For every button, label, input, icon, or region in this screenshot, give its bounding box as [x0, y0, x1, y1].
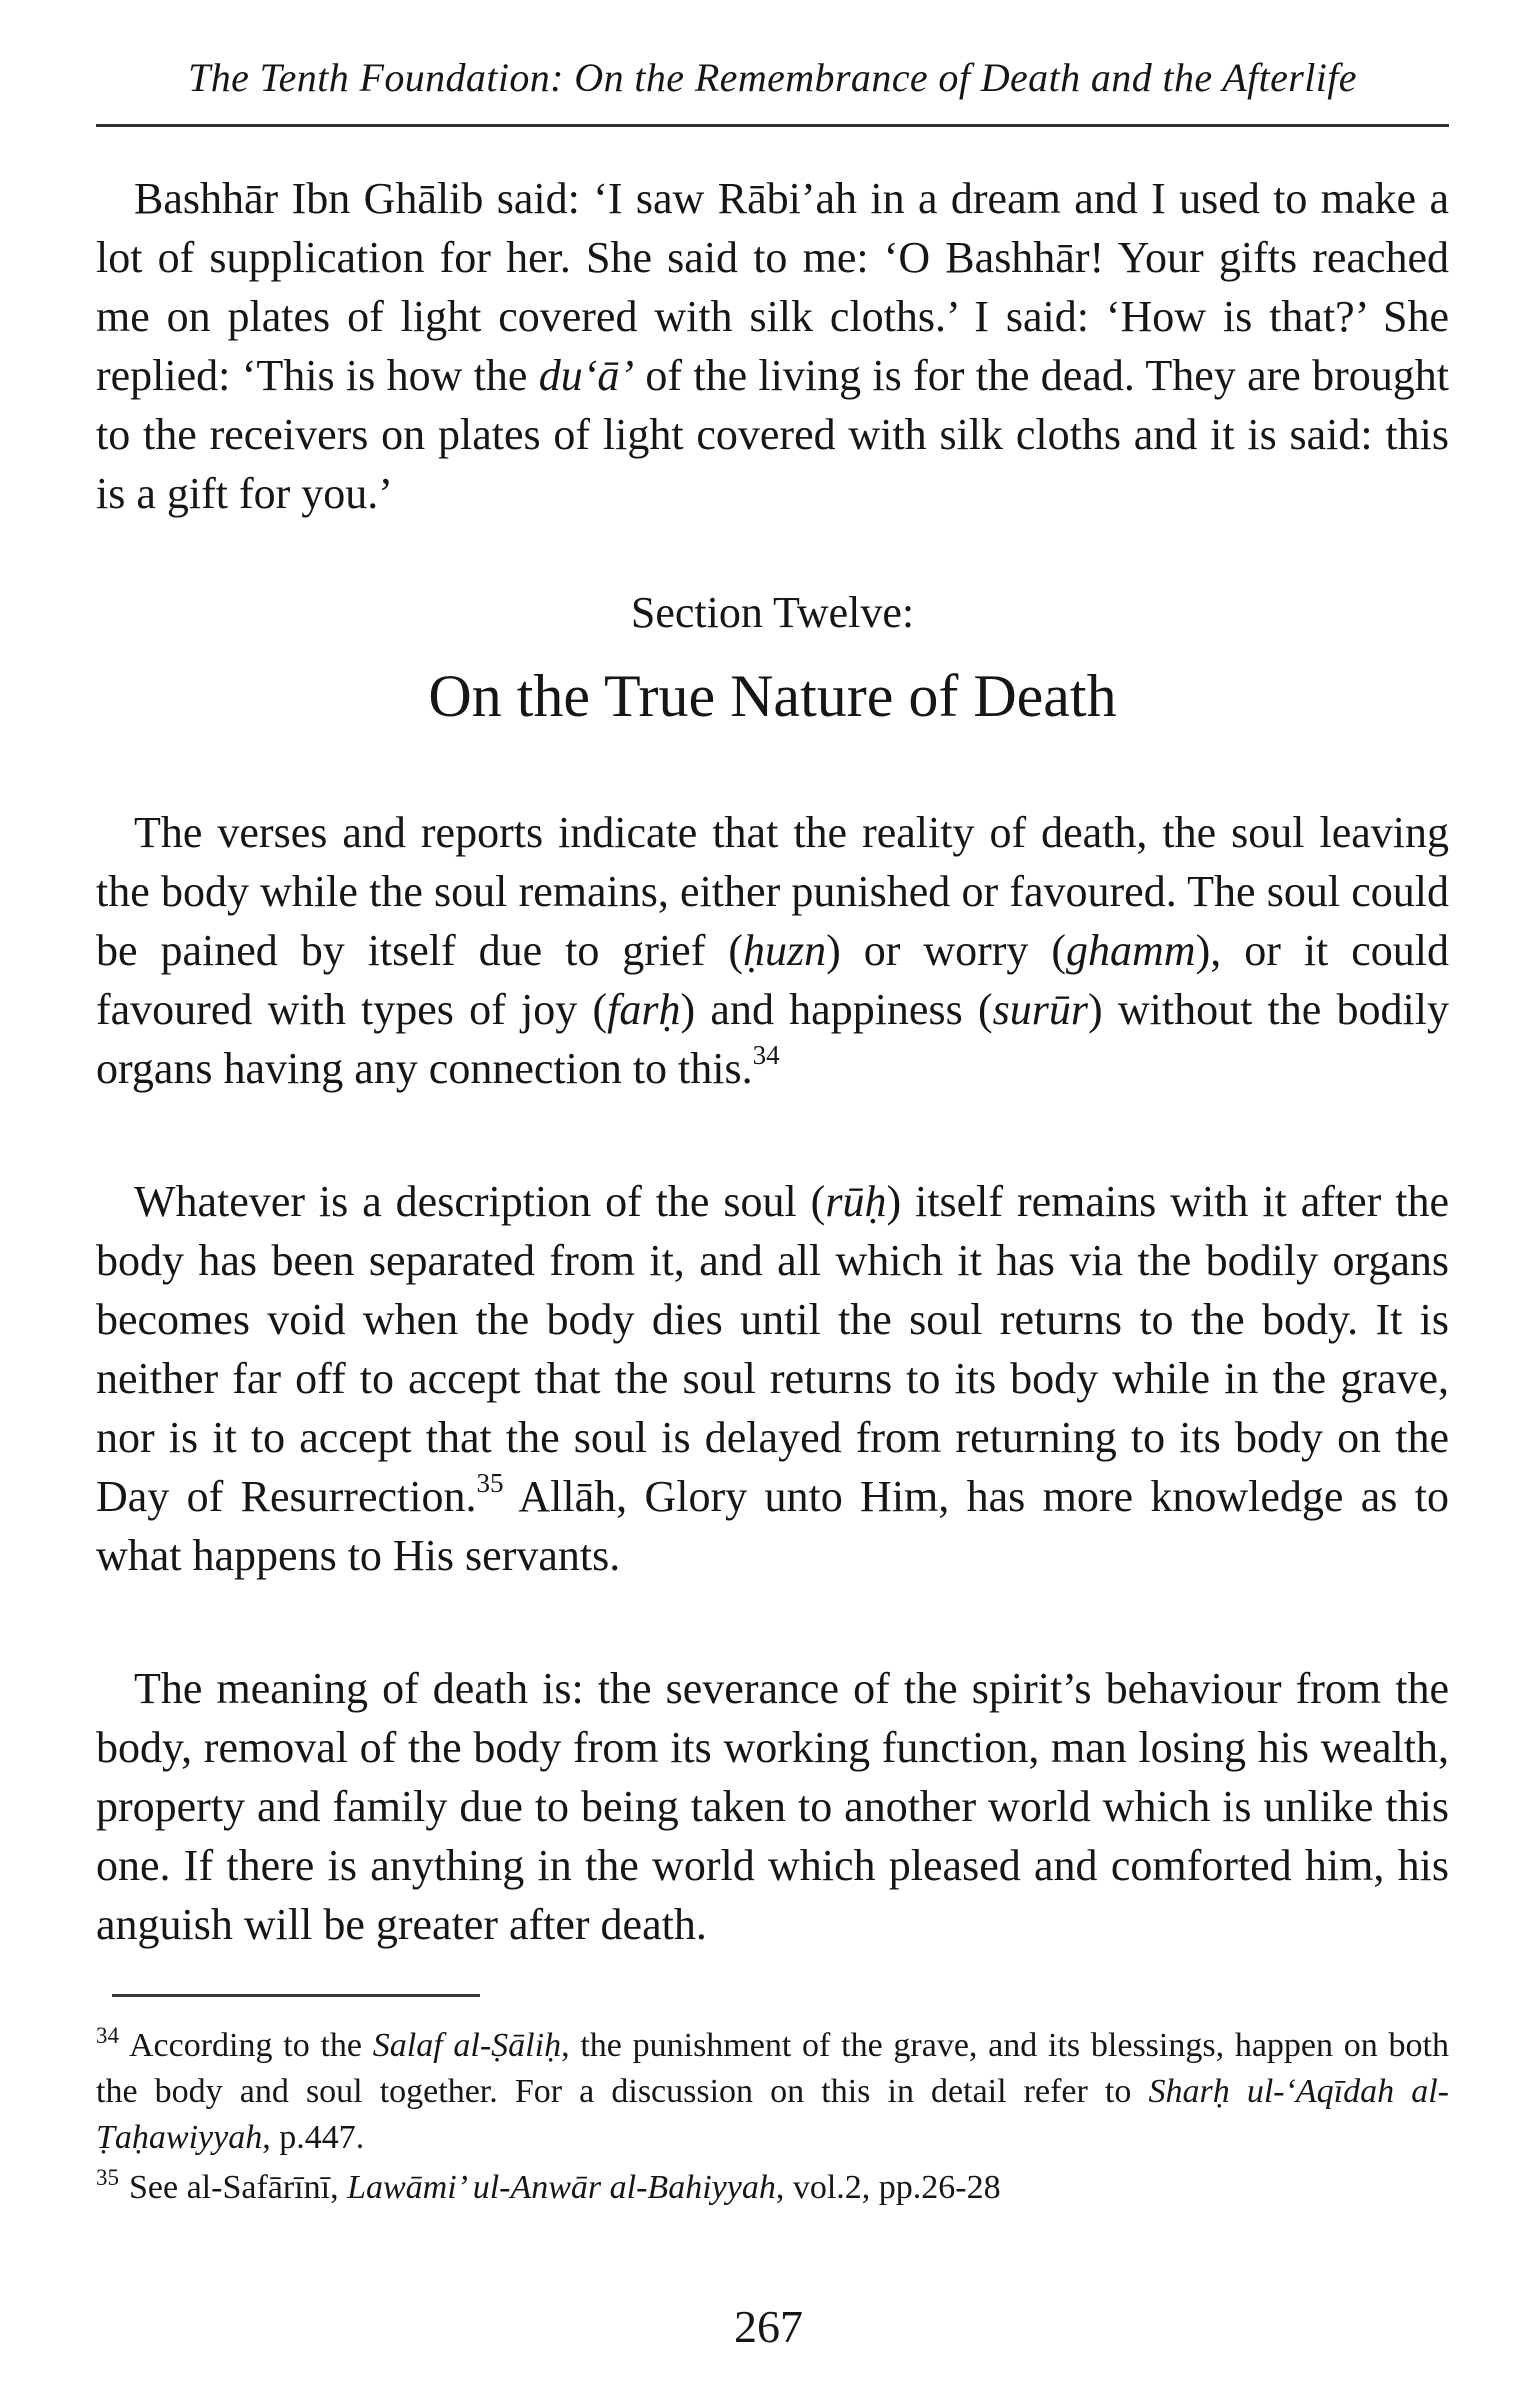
- footnote-text: [96, 2027, 1449, 2156]
- text-segment: Salaf al-Ṣāliḥ: [372, 2027, 562, 2064]
- text-segment: ) and happiness (: [680, 985, 993, 1035]
- running-head: The Tenth Foundation: On the Remembrance of Death and the Afterlife: [96, 54, 1449, 127]
- page-number: 267: [734, 2301, 803, 2352]
- text-segment: , p.447.: [262, 2119, 365, 2156]
- text-segment: Whatever is a description of the soul (: [134, 1177, 826, 1227]
- text-segment: Lawāmi’ ul-Anwār al-Bahiyyah: [347, 2169, 776, 2206]
- section-kicker: Section Twelve:: [630, 588, 915, 637]
- paragraph-meaning-of-death: [96, 1659, 1449, 1954]
- section-heading: [96, 589, 1449, 729]
- text-segment: ) or worry (: [826, 926, 1067, 976]
- footnote-34: [96, 2023, 1449, 2161]
- footnote-reference: 35: [476, 1468, 504, 1499]
- footnote-text: [129, 2169, 1001, 2206]
- footnote-marker: 35: [96, 2165, 119, 2190]
- footnote-marker: 34: [96, 2023, 119, 2048]
- text-segment: ghamm: [1066, 926, 1196, 976]
- paragraph-bashhar-dream: [96, 169, 1449, 523]
- text-segment: surūr: [992, 985, 1088, 1035]
- text-segment: du‘ā’: [538, 351, 635, 400]
- section-title: On the True Nature of Death: [428, 663, 1117, 730]
- paragraph-description-of-soul: [96, 1172, 1449, 1585]
- page-body: [96, 169, 1449, 1954]
- paragraph-reality-of-death: [96, 803, 1449, 1098]
- text-segment: of the living is for the dead. They are brought to the receivers on plates of light covered with silk cloths and it is said: this is a gift for you.’: [96, 351, 1450, 518]
- text-segment: ḥuzn: [742, 926, 827, 976]
- text-segment: rūḥ: [825, 1177, 887, 1227]
- text-segment: farḥ: [607, 985, 681, 1035]
- text-segment: ), or it could favoured with types of joy (: [96, 926, 1449, 1035]
- text-segment: ) itself remains with it after the body has been separated from it, and all which it has via the bodily organs becomes void when the body dies until the soul returns to the body. It is neither far off to accept that the soul returns to its body while in the grave, nor is it to accept that the soul is delayed from returning to its body on the Day of Resurrection.: [96, 1177, 1449, 1522]
- page-header: [96, 54, 1449, 127]
- text-segment: Sharḥ ul-‘Aqīdah al-Ṭaḥawiyyah: [96, 2073, 1449, 2156]
- text-segment: ) without the bodily organs having any connection to this.: [96, 985, 1449, 1094]
- text-segment: See al-Safārīnī,: [129, 2169, 348, 2206]
- text-segment: The verses and reports indicate that the reality of death, the soul leaving the body while the soul remains, either punished or favoured. The soul could be pained by itself due to grief (: [96, 808, 1449, 976]
- text-segment: According to the: [129, 2027, 373, 2064]
- footnote-separator: [112, 1994, 480, 1997]
- text-segment: , vol.2, pp.26-28: [775, 2169, 1001, 2206]
- footnotes-section: [96, 1986, 1449, 2215]
- footnote-35: [96, 2165, 1449, 2211]
- footnote-reference: 34: [752, 1040, 780, 1071]
- text-segment: Bashhār Ibn Ghālib said: ‘I saw Rābi’ah in a dream and I used to make a lot of supplication for her. She said to me: ‘O Bashhār! Your gifts reached me on plates of light covered with silk cloths.’ I said: ‘How is that?’ She replied: ‘This is how the: [96, 174, 1449, 400]
- text-segment: Allāh, Glory unto Him, has more knowledge as to what happens to His servants.: [96, 1472, 1449, 1581]
- text-segment: , the punishment of the grave, and its blessings, happen on both the body and soul together. For a discussion on this in detail refer to: [96, 2027, 1449, 2110]
- text-segment: The meaning of death is: the severance of the spirit’s behaviour from the body, removal of the body from its working function, man losing his wealth, property and family due to being taken to another world which is unlike this one. If there is anything in the world which pleased and comforted him, his anguish will be greater after death.: [96, 1664, 1449, 1950]
